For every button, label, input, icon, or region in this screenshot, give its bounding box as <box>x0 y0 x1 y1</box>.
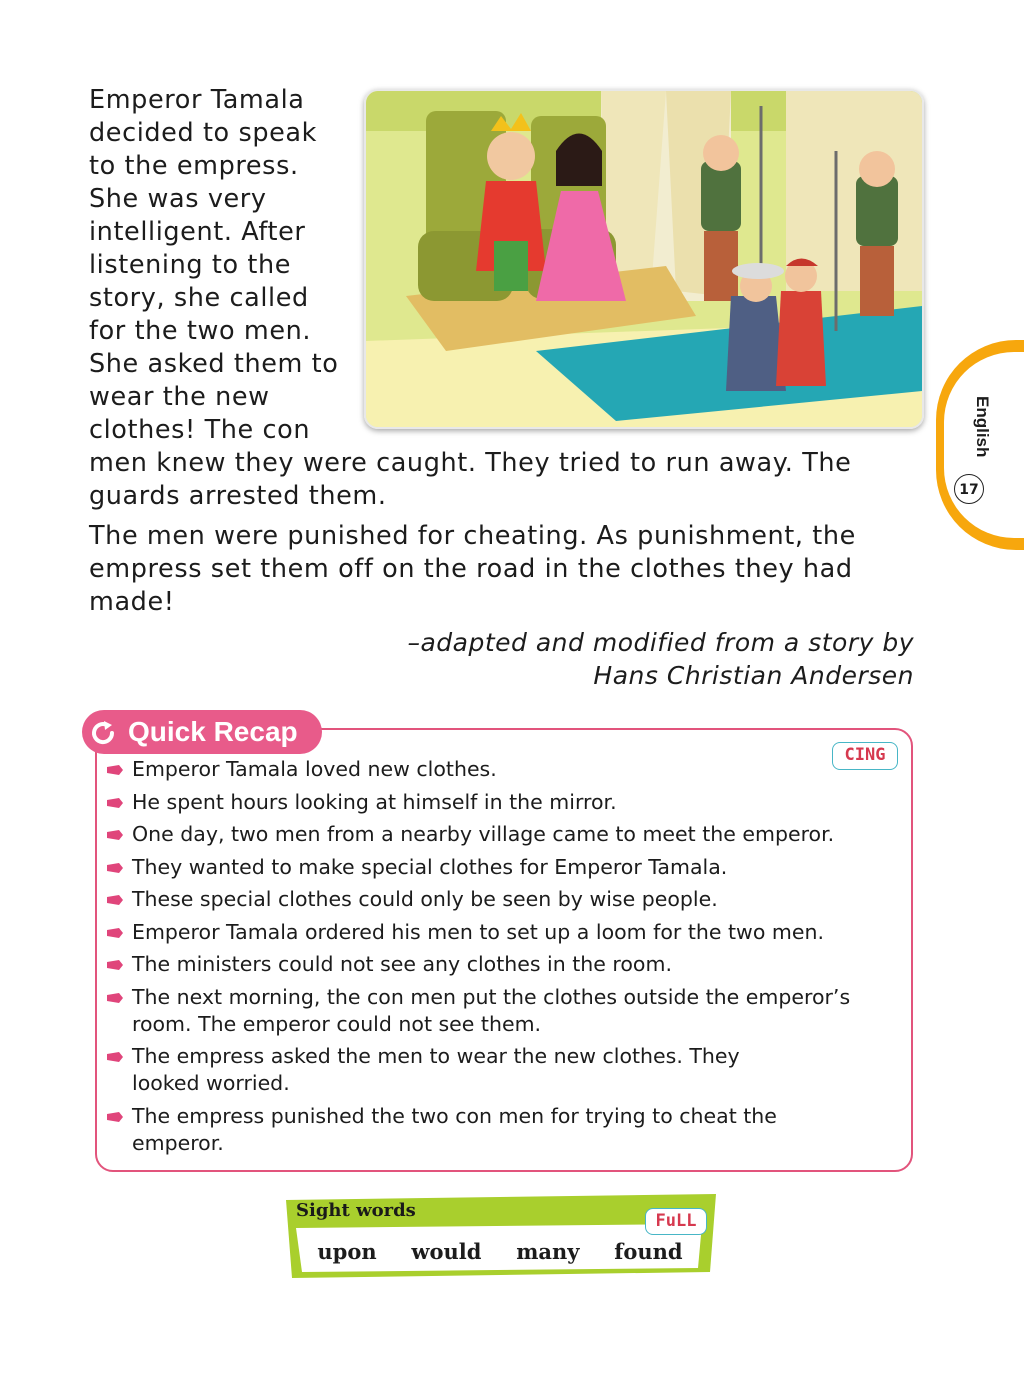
list-item: Emperor Tamala loved new clothes. <box>104 756 894 783</box>
list-item: He spent hours looking at himself in the mirror. <box>104 789 894 816</box>
list-item: Emperor Tamala ordered his men to set up a loom for the two men. <box>104 919 894 946</box>
list-item: They wanted to make special clothes for Emperor Tamala. <box>104 854 894 881</box>
credit-line-2: Hans Christian Andersen <box>593 661 914 690</box>
pencil-bullet-icon <box>106 764 124 776</box>
pencil-bullet-icon <box>106 992 124 1004</box>
cing-badge: CING <box>832 742 898 770</box>
sight-words-title: Sight words <box>296 1200 416 1221</box>
list-item: These special clothes could only be seen by wise people. <box>104 886 894 913</box>
list-item: The empress punished the two con men for trying to cheat the emperor. <box>104 1103 792 1157</box>
credit-line-1: –adapted and modified from a story by <box>407 628 914 657</box>
story-illustration <box>364 89 924 429</box>
sight-word: would <box>411 1238 482 1264</box>
pencil-bullet-icon <box>106 1111 124 1123</box>
pencil-bullet-icon <box>106 959 124 971</box>
pencil-bullet-icon <box>106 862 124 874</box>
quick-recap-title: Quick Recap <box>82 710 322 754</box>
list-item: The ministers could not see any clothes in the room. <box>104 951 894 978</box>
story-paragraph-1: Emperor Tamala decided to speak to the empress. She was very intelligent. After listening to the story, she called for the two men. She asked them to wear the new clothes! The con men knew they were caught. They tried to run away. The guards arrested them. <box>89 85 852 511</box>
pencil-bullet-icon <box>106 894 124 906</box>
list-item: The empress asked the men to wear the new clothes. They looked worried. <box>104 1043 792 1097</box>
pencil-bullet-icon <box>106 927 124 939</box>
full-badge: FuLL <box>645 1208 707 1235</box>
pencil-bullet-icon <box>106 1051 124 1063</box>
sight-word: many <box>516 1238 580 1264</box>
recap-list <box>104 756 894 1162</box>
story-paragraph-2: The men were punished for cheating. As punishment, the empress set them off on the road in the clothes they had made! <box>89 521 856 617</box>
story-credit <box>314 626 914 692</box>
sight-word: found <box>614 1238 683 1264</box>
subject-label: English <box>973 396 992 458</box>
pencil-bullet-icon <box>106 797 124 809</box>
refresh-arrow-icon <box>88 718 118 748</box>
list-item: The next morning, the con men put the clothes outside the emperor’s room. The emperor could not see them. <box>104 984 894 1038</box>
sight-words-list <box>300 1235 700 1267</box>
story-text <box>89 84 919 619</box>
pencil-bullet-icon <box>106 829 124 841</box>
page-number: 17 <box>954 474 984 504</box>
list-item: One day, two men from a nearby village came to meet the emperor. <box>104 821 894 848</box>
sight-word: upon <box>317 1238 377 1264</box>
